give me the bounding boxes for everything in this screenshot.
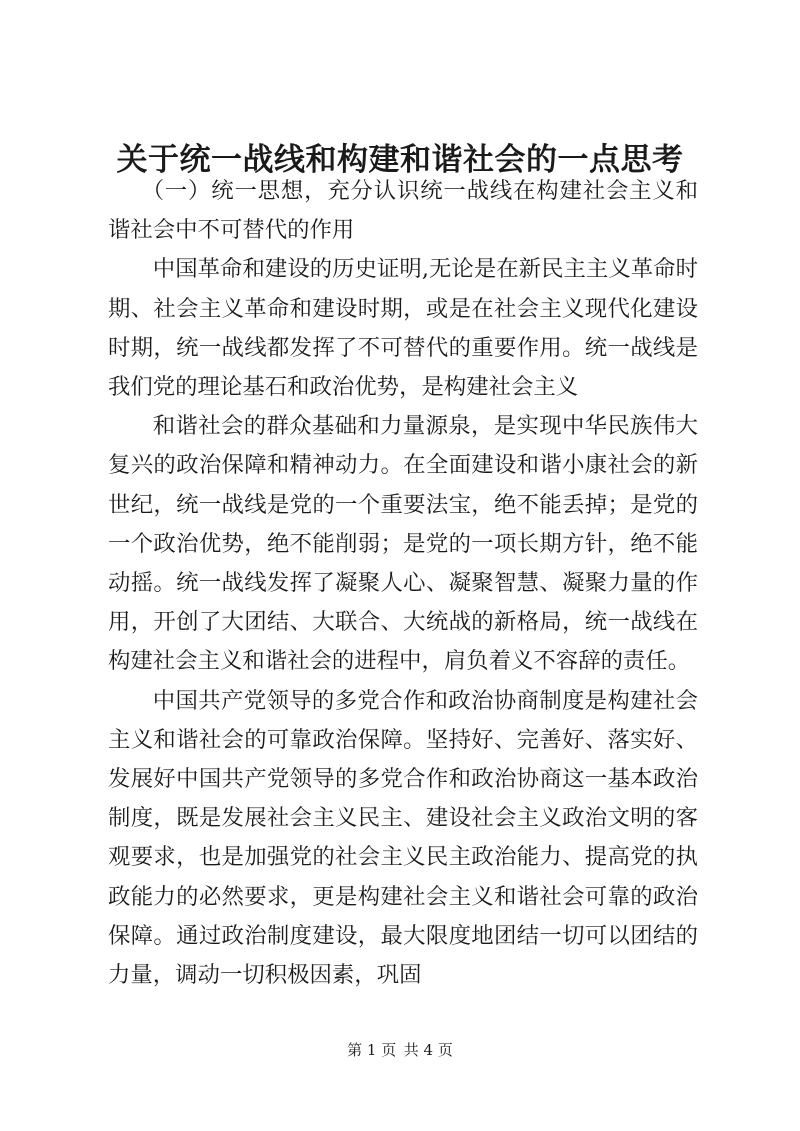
page-total: 共 4 页 [403, 1041, 453, 1059]
document-body [108, 172, 698, 995]
page-number: 第 1 页 [347, 1041, 397, 1059]
paragraph: 中国共产党领导的多党合作和政治协商制度是构建社会主义和谐社会的可靠政治保障。坚持好、完善好、落实好、发展好中国共产党领导的多党合作和政治协商这一基本政治制度，既是发展社会主义民主、建设社会主义政治文明的客观要求，也是加强党的社会主义民主政治能力、提高党的执政能力的必然要求，更是构建社会主义和谐社会可靠的政治保障。通过政治制度建设，最大限度地团结一切可以团结的力量，调动一切积极因素，巩固 [108, 687, 698, 989]
paragraph: 中国革命和建设的历史证明,无论是在新民主主义革命时期、社会主义革命和建设时期，或是在社会主义现代化建设时期，统一战线都发挥了不可替代的重要作用。统一战线是我们党的理论基石和政治优势，是构建社会主义 [108, 256, 698, 401]
paragraph: 和谐社会的群众基础和力量源泉，是实现中华民族伟大复兴的政治保障和精神动力。在全面建设和谐小康社会的新世纪，统一战线是党的一个重要法宝，绝不能丢掉；是党的一个政治优势，绝不能削弱；是党的一项长期方针，绝不能动摇。统一战线发挥了凝聚人心、凝聚智慧、凝聚力量的作用，开创了大团结、大联合、大统战的新格局，统一战线在构建社会主义和谐社会的进程中，肩负着义不容辞的责任。 [108, 413, 698, 675]
document-title: 关于统一战线和构建和谐社会的一点思考 [116, 142, 684, 178]
section-heading: （一）统一思想，充分认识统一战线在构建社会主义和谐社会中不可替代的作用 [108, 178, 698, 244]
page-footer [0, 1039, 800, 1061]
